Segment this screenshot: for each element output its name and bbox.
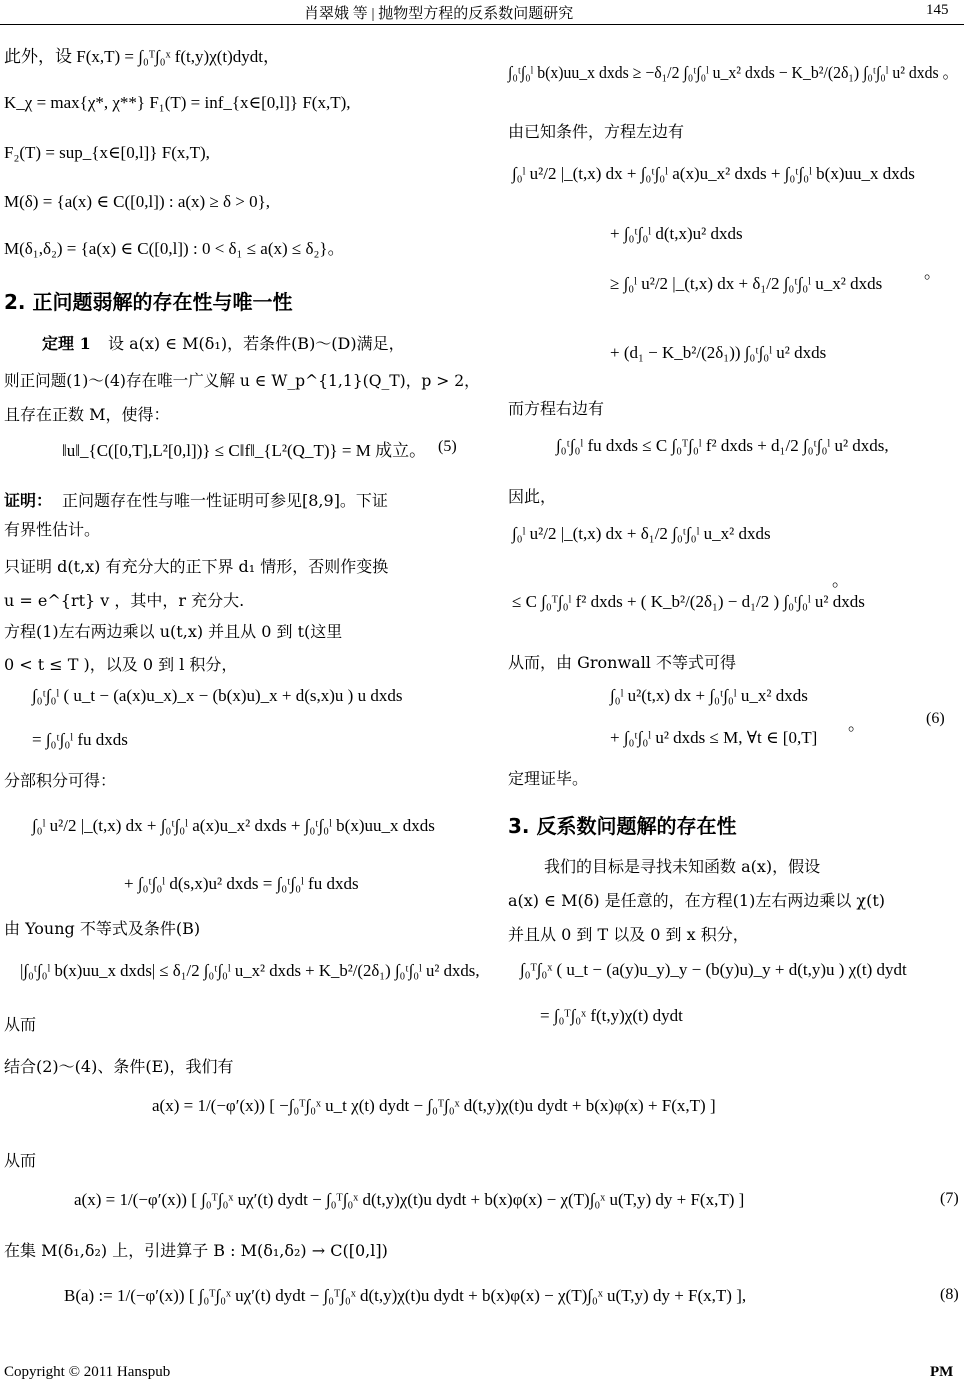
- equation-multiply: ∫₀ᵗ∫₀ˡ ( u_t − (a(x)u_x)_x − (b(x)u)_x + d(s,x)u ) u dxds: [32, 686, 403, 705]
- proof-line-5: 方程(1)左右两边乘以 u(t,x) 并且从 0 到 t(这里: [4, 622, 343, 641]
- section-3-heading: 3. 反系数问题解的存在性: [508, 814, 737, 838]
- equation-7-number: (7): [940, 1190, 959, 1207]
- equation-left-period: 。: [924, 263, 941, 282]
- proof-line-1: 正问题存在性与唯一性证明可参见[8,9]。下证: [62, 491, 388, 510]
- header-rule: [0, 24, 964, 25]
- equation-8: B(a) := 1/(−φ′(x)) [ ∫₀ᵀ∫₀ˣ uχ′(t) dydt − ∫₀ᵀ∫₀ˣ d(t,y)χ(t)u dydt + b(x)φ(x) − χ(T)∫₀ˣ u(T,y) dy + F(x,T) ],: [64, 1286, 747, 1305]
- proof-label: 证明：: [4, 491, 53, 510]
- integration-by-parts-text: 分部积分可得：: [4, 771, 117, 790]
- young-inequality-text: 由 Young 不等式及条件(B): [4, 919, 201, 938]
- proof-line-3: 只证明 d(t,x) 有充分大的正下界 d₁ 情形，否则作变换: [4, 557, 389, 576]
- equation-inverse-2: = ∫₀ᵀ∫₀ˣ f(t,y)χ(t) dydt: [540, 1006, 683, 1025]
- equation-lower-bound: ∫₀ᵗ∫₀ˡ b(x)uu_x dxds ≥ −δ₁/2 ∫₀ᵗ∫₀ˡ u_x² dxds − K_b²/(2δ₁) ∫₀ᵗ∫₀ˡ u² dxds 。: [508, 63, 959, 82]
- equation-a-of-x-1: a(x) = 1/(−φ′(x)) [ −∫₀ᵀ∫₀ˣ u_t χ(t) dydt − ∫₀ᵀ∫₀ˣ d(t,y)χ(t)u dydt + b(x)φ(x) + F(x,T) ]: [152, 1096, 716, 1115]
- equation-gronwall-period: 。: [848, 715, 865, 734]
- section-3-line-1: 我们的目标是寻找未知函数 a(x)，假设: [544, 857, 821, 876]
- equation-combined-period: 。: [832, 571, 849, 590]
- equation-5: ‖u‖_{C([0,T],L²[0,l])} ≤ C‖f‖_{L²(Q_T)} = M 成立。: [62, 441, 427, 460]
- definition-M-delta: M(δ) = {a(x) ∈ C([0,l]) : a(x) ≥ δ > 0},: [4, 192, 271, 211]
- equation-8-number: (8): [940, 1286, 959, 1303]
- combine-text: 结合(2)～(4)、条件(E)，我们有: [4, 1057, 234, 1076]
- section-2-heading: 2. 正问题弱解的存在性与唯一性: [4, 290, 293, 314]
- section-3-line-2: a(x) ∈ M(δ) 是任意的，在方程(1)左右两边乘以 χ(t): [508, 891, 886, 910]
- definition-F: 此外，设 F(x,T) = ∫₀ᵀ∫₀ˣ f(t,y)χ(t)dydt，: [4, 47, 281, 66]
- theorem-1-line-3: 且存在正数 M，使得：: [4, 405, 170, 424]
- therefore-text: 因此，: [508, 487, 557, 506]
- section-3-line-3: 并且从 0 到 T 以及 0 到 x 积分，: [508, 925, 749, 944]
- equation-6-number: (6): [926, 710, 945, 727]
- definition-F2: F₂(T) = sup_{x∈[0,l]} F(x,T),: [4, 143, 210, 162]
- equation-left-1: ∫₀ˡ u²/2 |_(t,x) dx + ∫₀ᵗ∫₀ˡ a(x)u_x² dxds + ∫₀ᵗ∫₀ˡ b(x)uu_x dxds: [512, 164, 915, 183]
- right-side-text: 而方程右边有: [508, 399, 605, 418]
- equation-inverse-1: ∫₀ᵀ∫₀ˣ ( u_t − (a(y)u_y)_y − (b(y)u)_y + d(t,y)u ) χ(t) dydt: [520, 960, 907, 979]
- definition-M-delta12: M(δ₁,δ₂) = {a(x) ∈ C([0,l]) : 0 < δ₁ ≤ a(x) ≤ δ₂}。: [4, 239, 345, 258]
- equation-gronwall-2: + ∫₀ᵗ∫₀ˡ u² dxds ≤ M, ∀t ∈ [0,T]: [610, 728, 818, 747]
- equation-5-number: (5): [438, 438, 457, 455]
- equation-left-2: + ∫₀ᵗ∫₀ˡ d(t,x)u² dxds: [610, 224, 743, 243]
- equation-left-3: ≥ ∫₀ˡ u²/2 |_(t,x) dx + δ₁/2 ∫₀ᵗ∫₀ˡ u_x² dxds: [610, 274, 883, 293]
- hence-text: 从而: [4, 1015, 37, 1034]
- equation-parts-2: + ∫₀ᵗ∫₀ˡ d(s,x)u² dxds = ∫₀ᵗ∫₀ˡ fu dxds: [124, 874, 359, 893]
- page-number: 145: [926, 2, 949, 18]
- theorem-1-line-1: 设 a(x) ∈ M(δ₁)，若条件(B)～(D)满足，: [108, 334, 405, 353]
- operator-intro-text: 在集 M(δ₁,δ₂) 上，引进算子 B : M(δ₁,δ₂) → C([0,l]): [4, 1241, 388, 1260]
- equation-multiply-rhs: = ∫₀ᵗ∫₀ˡ fu dxds: [32, 730, 128, 749]
- equation-left-4: + (d₁ − K_b²/(2δ₁)) ∫₀ᵗ∫₀ˡ u² dxds: [610, 343, 827, 362]
- equation-right-side: ∫₀ᵗ∫₀ˡ fu dxds ≤ C ∫₀ᵀ∫₀ˡ f² dxds + d₁/2 ∫₀ᵗ∫₀ˡ u² dxds,: [556, 436, 889, 455]
- equation-young: |∫₀ᵗ∫₀ˡ b(x)uu_x dxds| ≤ δ₁/2 ∫₀ᵗ∫₀ˡ u_x² dxds + K_b²/(2δ₁) ∫₀ᵗ∫₀ˡ u² dxds,: [20, 961, 480, 980]
- copyright: Copyright © 2011 Hanspub: [4, 1364, 171, 1380]
- definition-K: K_χ = max{χ*, χ**} F₁(T) = inf_{x∈[0,l]} F(x,T),: [4, 93, 351, 112]
- known-conditions-text: 由已知条件，方程左边有: [508, 122, 685, 141]
- proof-complete-text: 定理证毕。: [508, 769, 589, 788]
- journal-code: PM: [930, 1364, 954, 1380]
- proof-line-6: 0 < t ≤ T )，以及 0 到 l 积分，: [4, 655, 238, 674]
- proof-line-2: 有界性估计。: [4, 520, 101, 539]
- equation-7: a(x) = 1/(−φ′(x)) [ ∫₀ᵀ∫₀ˣ uχ′(t) dydt − ∫₀ᵀ∫₀ˣ d(t,y)χ(t)u dydt + b(x)φ(x) − χ(T)∫₀ˣ u(T,y) dy + F(x,T) ]: [74, 1190, 745, 1209]
- equation-gronwall-1: ∫₀ˡ u²(t,x) dx + ∫₀ᵗ∫₀ˡ u_x² dxds: [610, 686, 808, 705]
- hence-text-2: 从而: [4, 1151, 37, 1170]
- equation-combined-2: ≤ C ∫₀ᵀ∫₀ˡ f² dxds + ( K_b²/(2δ₁) − d₁/2 ) ∫₀ᵗ∫₀ˡ u² dxds: [512, 592, 865, 611]
- theorem-1-label: 定理 1: [42, 334, 91, 353]
- theorem-1-line-2: 则正问题(1)～(4)存在唯一广义解 u ∈ W_p^{1,1}(Q_T)，p > 2，: [4, 371, 480, 390]
- equation-parts-1: ∫₀ˡ u²/2 |_(t,x) dx + ∫₀ᵗ∫₀ˡ a(x)u_x² dxds + ∫₀ᵗ∫₀ˡ b(x)uu_x dxds: [32, 816, 435, 835]
- proof-line-4: u = e^{rt} v ，其中，r 充分大.: [4, 591, 245, 610]
- running-title: 肖翠娥 等 | 抛物型方程的反系数问题研究: [304, 6, 574, 22]
- equation-combined-1: ∫₀ˡ u²/2 |_(t,x) dx + δ₁/2 ∫₀ᵗ∫₀ˡ u_x² dxds: [512, 524, 771, 543]
- gronwall-text: 从而，由 Gronwall 不等式可得: [508, 653, 737, 672]
